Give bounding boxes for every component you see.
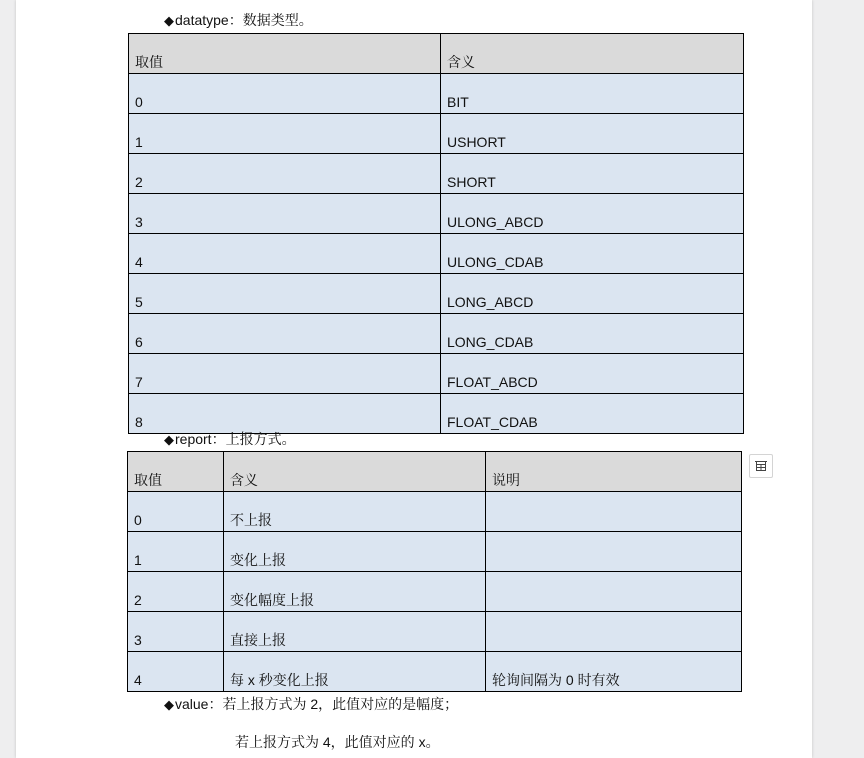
note-cell <box>486 612 742 652</box>
table-row <box>128 532 742 572</box>
meaning-cell: SHORT <box>441 154 744 194</box>
report-desc: ：上报方式。 <box>211 431 296 447</box>
value-desc-line2: 若上报方式为 4，此值对应的 x。 <box>235 734 440 750</box>
value-cell: 5 <box>129 274 441 314</box>
note-cell <box>486 492 742 532</box>
value-cell: 3 <box>128 612 224 652</box>
meaning-cell: ULONG_ABCD <box>441 194 744 234</box>
meaning-cell: 变化上报 <box>224 532 486 572</box>
value-desc-line1: ：若上报方式为 2，此值对应的是幅度； <box>208 696 459 712</box>
diamond-bullet-icon: ◆ <box>164 697 174 712</box>
meaning-cell: FLOAT_ABCD <box>441 354 744 394</box>
table-row <box>128 492 742 532</box>
value-bullet <box>164 695 458 714</box>
header-cell: 含义 <box>224 452 486 492</box>
table-row <box>129 154 744 194</box>
value-cell: 0 <box>129 74 441 114</box>
datatype-key: datatype <box>175 12 229 28</box>
table-row <box>129 274 744 314</box>
diamond-bullet-icon: ◆ <box>164 13 174 28</box>
meaning-cell: FLOAT_CDAB <box>441 394 744 434</box>
table-header-row <box>128 452 742 492</box>
meaning-cell: 变化幅度上报 <box>224 572 486 612</box>
table-row <box>128 652 742 692</box>
meaning-cell: BIT <box>441 74 744 114</box>
header-cell: 说明 <box>486 452 742 492</box>
value-cell: 6 <box>129 314 441 354</box>
datatype-bullet <box>164 11 313 30</box>
meaning-cell: LONG_ABCD <box>441 274 744 314</box>
table-handle-icon[interactable] <box>749 454 773 478</box>
note-cell <box>486 572 742 612</box>
table-row <box>129 354 744 394</box>
diamond-bullet-icon: ◆ <box>164 432 174 447</box>
value-key: value <box>175 696 209 712</box>
meaning-cell: 每 x 秒变化上报 <box>224 652 486 692</box>
note-cell <box>486 532 742 572</box>
value-cell: 2 <box>128 572 224 612</box>
document-page <box>16 0 812 758</box>
report-table <box>127 451 742 692</box>
table-row <box>128 572 742 612</box>
table-row <box>129 74 744 114</box>
header-cell: 取值 <box>129 34 441 74</box>
value-cell: 0 <box>128 492 224 532</box>
table-handle-glyph-icon <box>754 459 768 473</box>
value-cell: 4 <box>128 652 224 692</box>
meaning-cell: 不上报 <box>224 492 486 532</box>
meaning-cell: USHORT <box>441 114 744 154</box>
table-row <box>129 394 744 434</box>
value-cell: 8 <box>129 394 441 434</box>
table-row <box>129 114 744 154</box>
value-cell: 7 <box>129 354 441 394</box>
value-cell: 3 <box>129 194 441 234</box>
report-key: report <box>175 431 212 447</box>
table-row <box>129 314 744 354</box>
meaning-cell: 直接上报 <box>224 612 486 652</box>
meaning-cell: LONG_CDAB <box>441 314 744 354</box>
value-cell: 4 <box>129 234 441 274</box>
value-cell: 1 <box>129 114 441 154</box>
meaning-cell: ULONG_CDAB <box>441 234 744 274</box>
value-cell: 1 <box>128 532 224 572</box>
value-cell: 2 <box>129 154 441 194</box>
header-cell: 含义 <box>441 34 744 74</box>
header-cell: 取值 <box>128 452 224 492</box>
table-row <box>129 194 744 234</box>
table-row <box>128 612 742 652</box>
table-row <box>129 234 744 274</box>
datatype-desc: ：数据类型。 <box>228 12 313 28</box>
table-header-row <box>129 34 744 74</box>
datatype-table <box>128 33 744 434</box>
note-cell: 轮询间隔为 0 时有效 <box>486 652 742 692</box>
report-bullet <box>164 430 296 449</box>
